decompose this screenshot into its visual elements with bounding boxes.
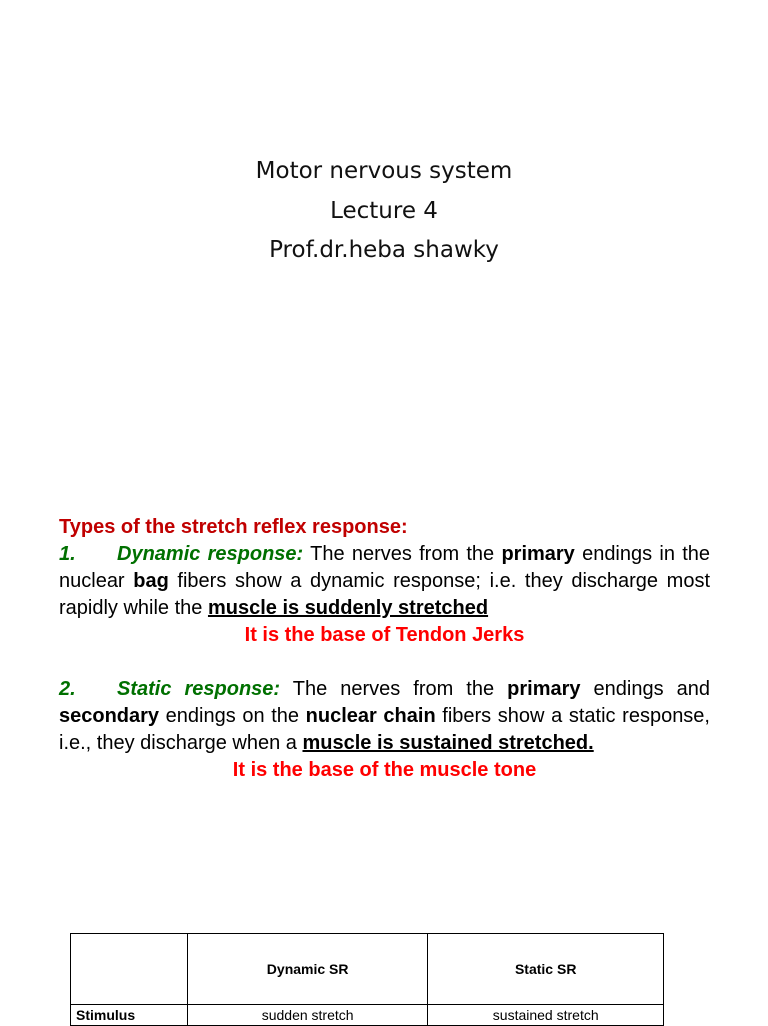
spacer <box>59 649 710 676</box>
item-number: 1. <box>59 543 76 565</box>
static-response-paragraph <box>59 676 710 757</box>
bold-bag: bag <box>133 570 169 592</box>
table-row-label: Stimulus <box>71 1005 188 1026</box>
muscle-tone-note: It is the base of the muscle tone <box>232 759 537 781</box>
static-response-term: Static response: <box>117 678 281 700</box>
dynamic-response-term: Dynamic response: <box>117 543 304 565</box>
lecture-number: Lecture 4 <box>330 197 438 224</box>
comparison-table <box>70 933 664 1026</box>
bold-primary: primary <box>501 543 575 565</box>
lecturer-name: Prof.dr.heba shawky <box>269 237 499 263</box>
table-header-cell: Dynamic SR <box>187 934 428 1005</box>
table-header-row <box>71 934 664 1005</box>
underlined-emphasis: muscle is sustained stretched. <box>302 732 594 754</box>
bold-secondary: secondary <box>59 705 160 727</box>
title-block <box>0 152 768 271</box>
table-row <box>71 1005 664 1026</box>
text: endings on the <box>159 705 306 727</box>
text: The nerves from the <box>303 543 502 565</box>
table-cell: sustained stretch <box>428 1005 664 1026</box>
table-cell: sudden stretch <box>187 1005 428 1026</box>
bold-nuclear-chain: nuclear chain <box>305 705 436 727</box>
section-heading: Types of the stretch reflex response: <box>59 516 408 538</box>
underlined-emphasis: muscle is suddenly stretched <box>207 597 489 619</box>
course-title: Motor nervous system <box>255 158 513 184</box>
text: endings and <box>580 678 710 700</box>
item-number: 2. <box>59 678 76 700</box>
content <box>59 514 710 784</box>
text: fibers show a dynamic response; i.e. they discharge most rapidly while the <box>59 570 711 619</box>
text: fibers show a static response, i.e., they discharge when a <box>59 705 710 754</box>
text: The nerves from the <box>280 678 508 700</box>
text: endings in the nuclear <box>59 543 711 592</box>
tendon-jerks-note: It is the base of Tendon Jerks <box>244 624 525 646</box>
bold-primary: primary <box>507 678 581 700</box>
table-header-cell: Static SR <box>428 934 664 1005</box>
table-header-cell <box>71 934 188 1005</box>
dynamic-response-paragraph <box>59 541 710 622</box>
